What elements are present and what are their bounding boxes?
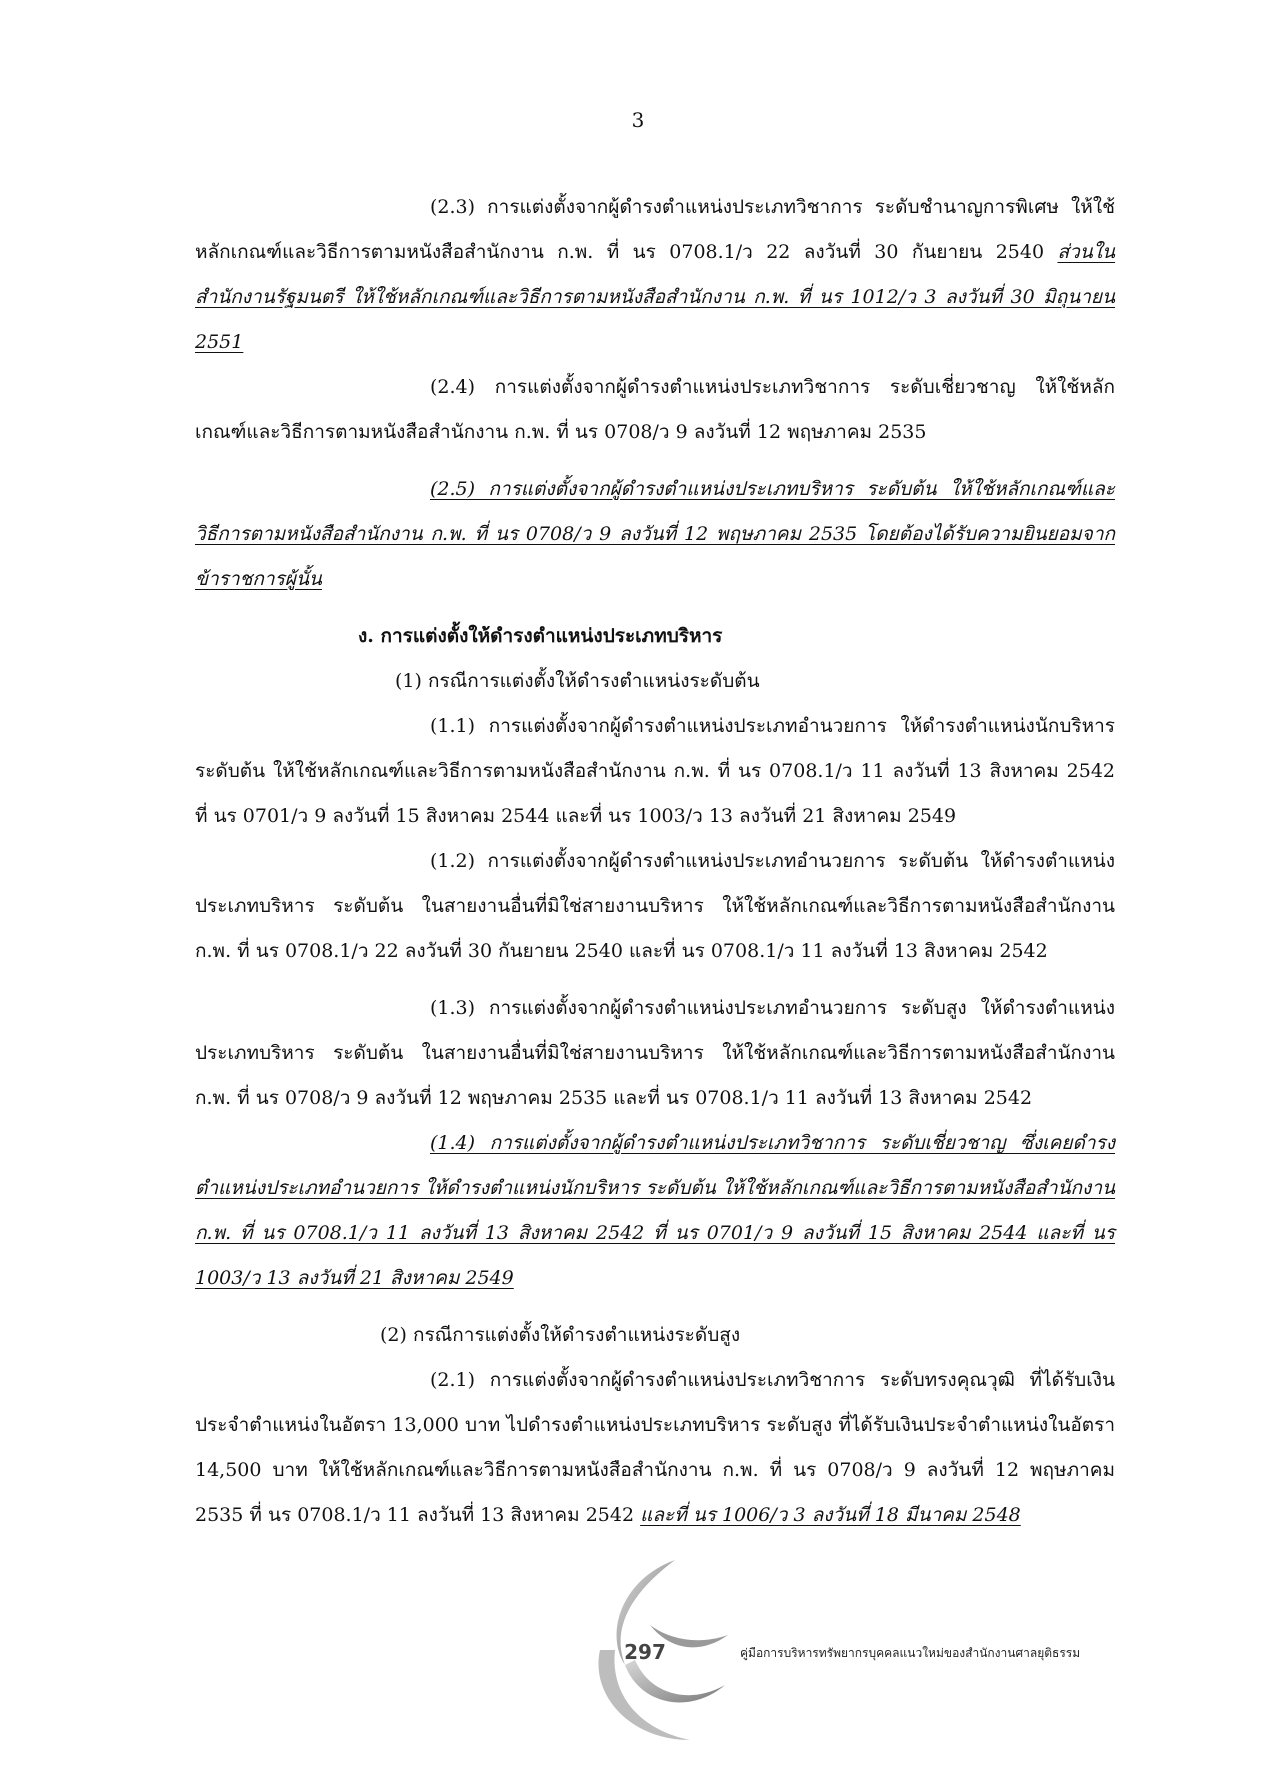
paragraph-1-2: (1.2) การแต่งตั้งจากผู้ดำรงตำแหน่งประเภทอำนวยการ ระดับต้น ให้ดำรงตำแหน่งประเภทบริหาร ระดับต้น ในสายงานอื่นที่มิใช่สายงานบริหาร ให้ใช้หลักเกณฑ์และวิธีการตามหนังสือสำนักงาน ก.พ. ที่ นร 0708.1/ว 22 ลงวันที่ 30 กันยายน 2540 และที่ นร 0708.1/ว 11 ลงวันที่ 13 สิงหาคม 2542	[195, 850, 1115, 962]
paragraph-2-3-amendment: ส่วนในสำนักงานรัฐมนตรี ให้ใช้หลักเกณฑ์และวิธีการตามหนังสือสำนักงาน ก.พ. ที่ นร 1012/ว 3 ลงวันที่ 30 มิถุนายน 2551	[195, 241, 1115, 353]
paragraph-1-1: (1.1) การแต่งตั้งจากผู้ดำรงตำแหน่งประเภทอำนวยการ ให้ดำรงตำแหน่งนักบริหารระดับต้น ให้ใช้หลักเกณฑ์และวิธีการตามหนังสือสำนักงาน ก.พ. ที่ นร 0708.1/ว 11 ลงวันที่ 13 สิงหาคม 2542 ที่ นร 0701/ว 9 ลงวันที่ 15 สิงหาคม 2544 และที่ นร 1003/ว 13 ลงวันที่ 21 สิงหาคม 2549	[195, 715, 1115, 827]
paragraph-2-1	[195, 1358, 1115, 1538]
paragraph-2-1-amendment: และที่ นร 1006/ว 3 ลงวันที่ 18 มีนาคม 2548	[640, 1504, 1021, 1526]
document-body	[195, 185, 1115, 1538]
footer-title: คู่มือการบริหารทรัพยากรบุคคลแนวใหม่ของสำนักงานศาลยุติธรรม	[740, 1646, 1081, 1660]
case-1-heading: (1) กรณีการแต่งตั้งให้ดำรงตำแหน่งระดับต้น	[395, 670, 760, 692]
paragraph-1-3: (1.3) การแต่งตั้งจากผู้ดำรงตำแหน่งประเภทอำนวยการ ระดับสูง ให้ดำรงตำแหน่งประเภทบริหาร ระดับต้น ในสายงานอื่นที่มิใช่สายงานบริหาร ให้ใช้หลักเกณฑ์และวิธีการตามหนังสือสำนักงาน ก.พ. ที่ นร 0708/ว 9 ลงวันที่ 12 พฤษภาคม 2535 และที่ นร 0708.1/ว 11 ลงวันที่ 13 สิงหาคม 2542	[195, 997, 1115, 1109]
paragraph-1-4: (1.4) การแต่งตั้งจากผู้ดำรงตำแหน่งประเภทวิชาการ ระดับเชี่ยวชาญ ซึ่งเคยดำรงตำแหน่งประเภทอำนวยการ ให้ดำรงตำแหน่งนักบริหาร ระดับต้น ให้ใช้หลักเกณฑ์และวิธีการตามหนังสือสำนักงาน ก.พ. ที่ นร 0708.1/ว 11 ลงวันที่ 13 สิงหาคม 2542 ที่ นร 0701/ว 9 ลงวันที่ 15 สิงหาคม 2544 และที่ นร 1003/ว 13 ลงวันที่ 21 สิงหาคม 2549	[195, 1132, 1115, 1289]
paragraph-2-4: (2.4) การแต่งตั้งจากผู้ดำรงตำแหน่งประเภทวิชาการ ระดับเชี่ยวชาญ ให้ใช้หลักเกณฑ์และวิธีการตามหนังสือสำนักงาน ก.พ. ที่ นร 0708/ว 9 ลงวันที่ 12 พฤษภาคม 2535	[195, 376, 1115, 443]
paragraph-2-1-text: (2.1) การแต่งตั้งจากผู้ดำรงตำแหน่งประเภทวิชาการ ระดับทรงคุณวุฒิ ที่ได้รับเงินประจำตำแหน่งในอัตรา 13,000 บาท ไปดำรงตำแหน่งประเภทบริหาร ระดับสูง ที่ได้รับเงินประจำตำแหน่งในอัตรา 14,500 บาท ให้ใช้หลักเกณฑ์และวิธีการตามหนังสือสำนักงาน ก.พ. ที่ นร 0708/ว 9 ลงวันที่ 12 พฤษภาคม 2535 ที่ นร 0708.1/ว 11 ลงวันที่ 13 สิงหาคม 2542	[195, 1369, 1115, 1526]
footer-page-number: 297	[624, 1640, 666, 1664]
section-heading-ng: ง. การแต่งตั้งให้ดำรงตำแหน่งประเภทบริหาร	[358, 625, 723, 647]
case-2-heading: (2) กรณีการแต่งตั้งให้ดำรงตำแหน่งระดับสูง	[380, 1324, 741, 1346]
paragraph-2-3-text: (2.3) การแต่งตั้งจากผู้ดำรงตำแหน่งประเภทวิชาการ ระดับชำนาญการพิเศษ ให้ใช้หลักเกณฑ์และวิธีการตามหนังสือสำนักงาน ก.พ. ที่ นร 0708.1/ว 22 ลงวันที่ 30 กันยายน 2540	[195, 196, 1115, 263]
paragraph-2-3	[195, 185, 1115, 365]
paragraph-2-5: (2.5) การแต่งตั้งจากผู้ดำรงตำแหน่งประเภทบริหาร ระดับต้น ให้ใช้หลักเกณฑ์และวิธีการตามหนังสือสำนักงาน ก.พ. ที่ นร 0708/ว 9 ลงวันที่ 12 พฤษภาคม 2535 โดยต้องได้รับความยินยอมจากข้าราชการผู้นั้น	[195, 478, 1115, 590]
page-number: 3	[631, 108, 645, 132]
